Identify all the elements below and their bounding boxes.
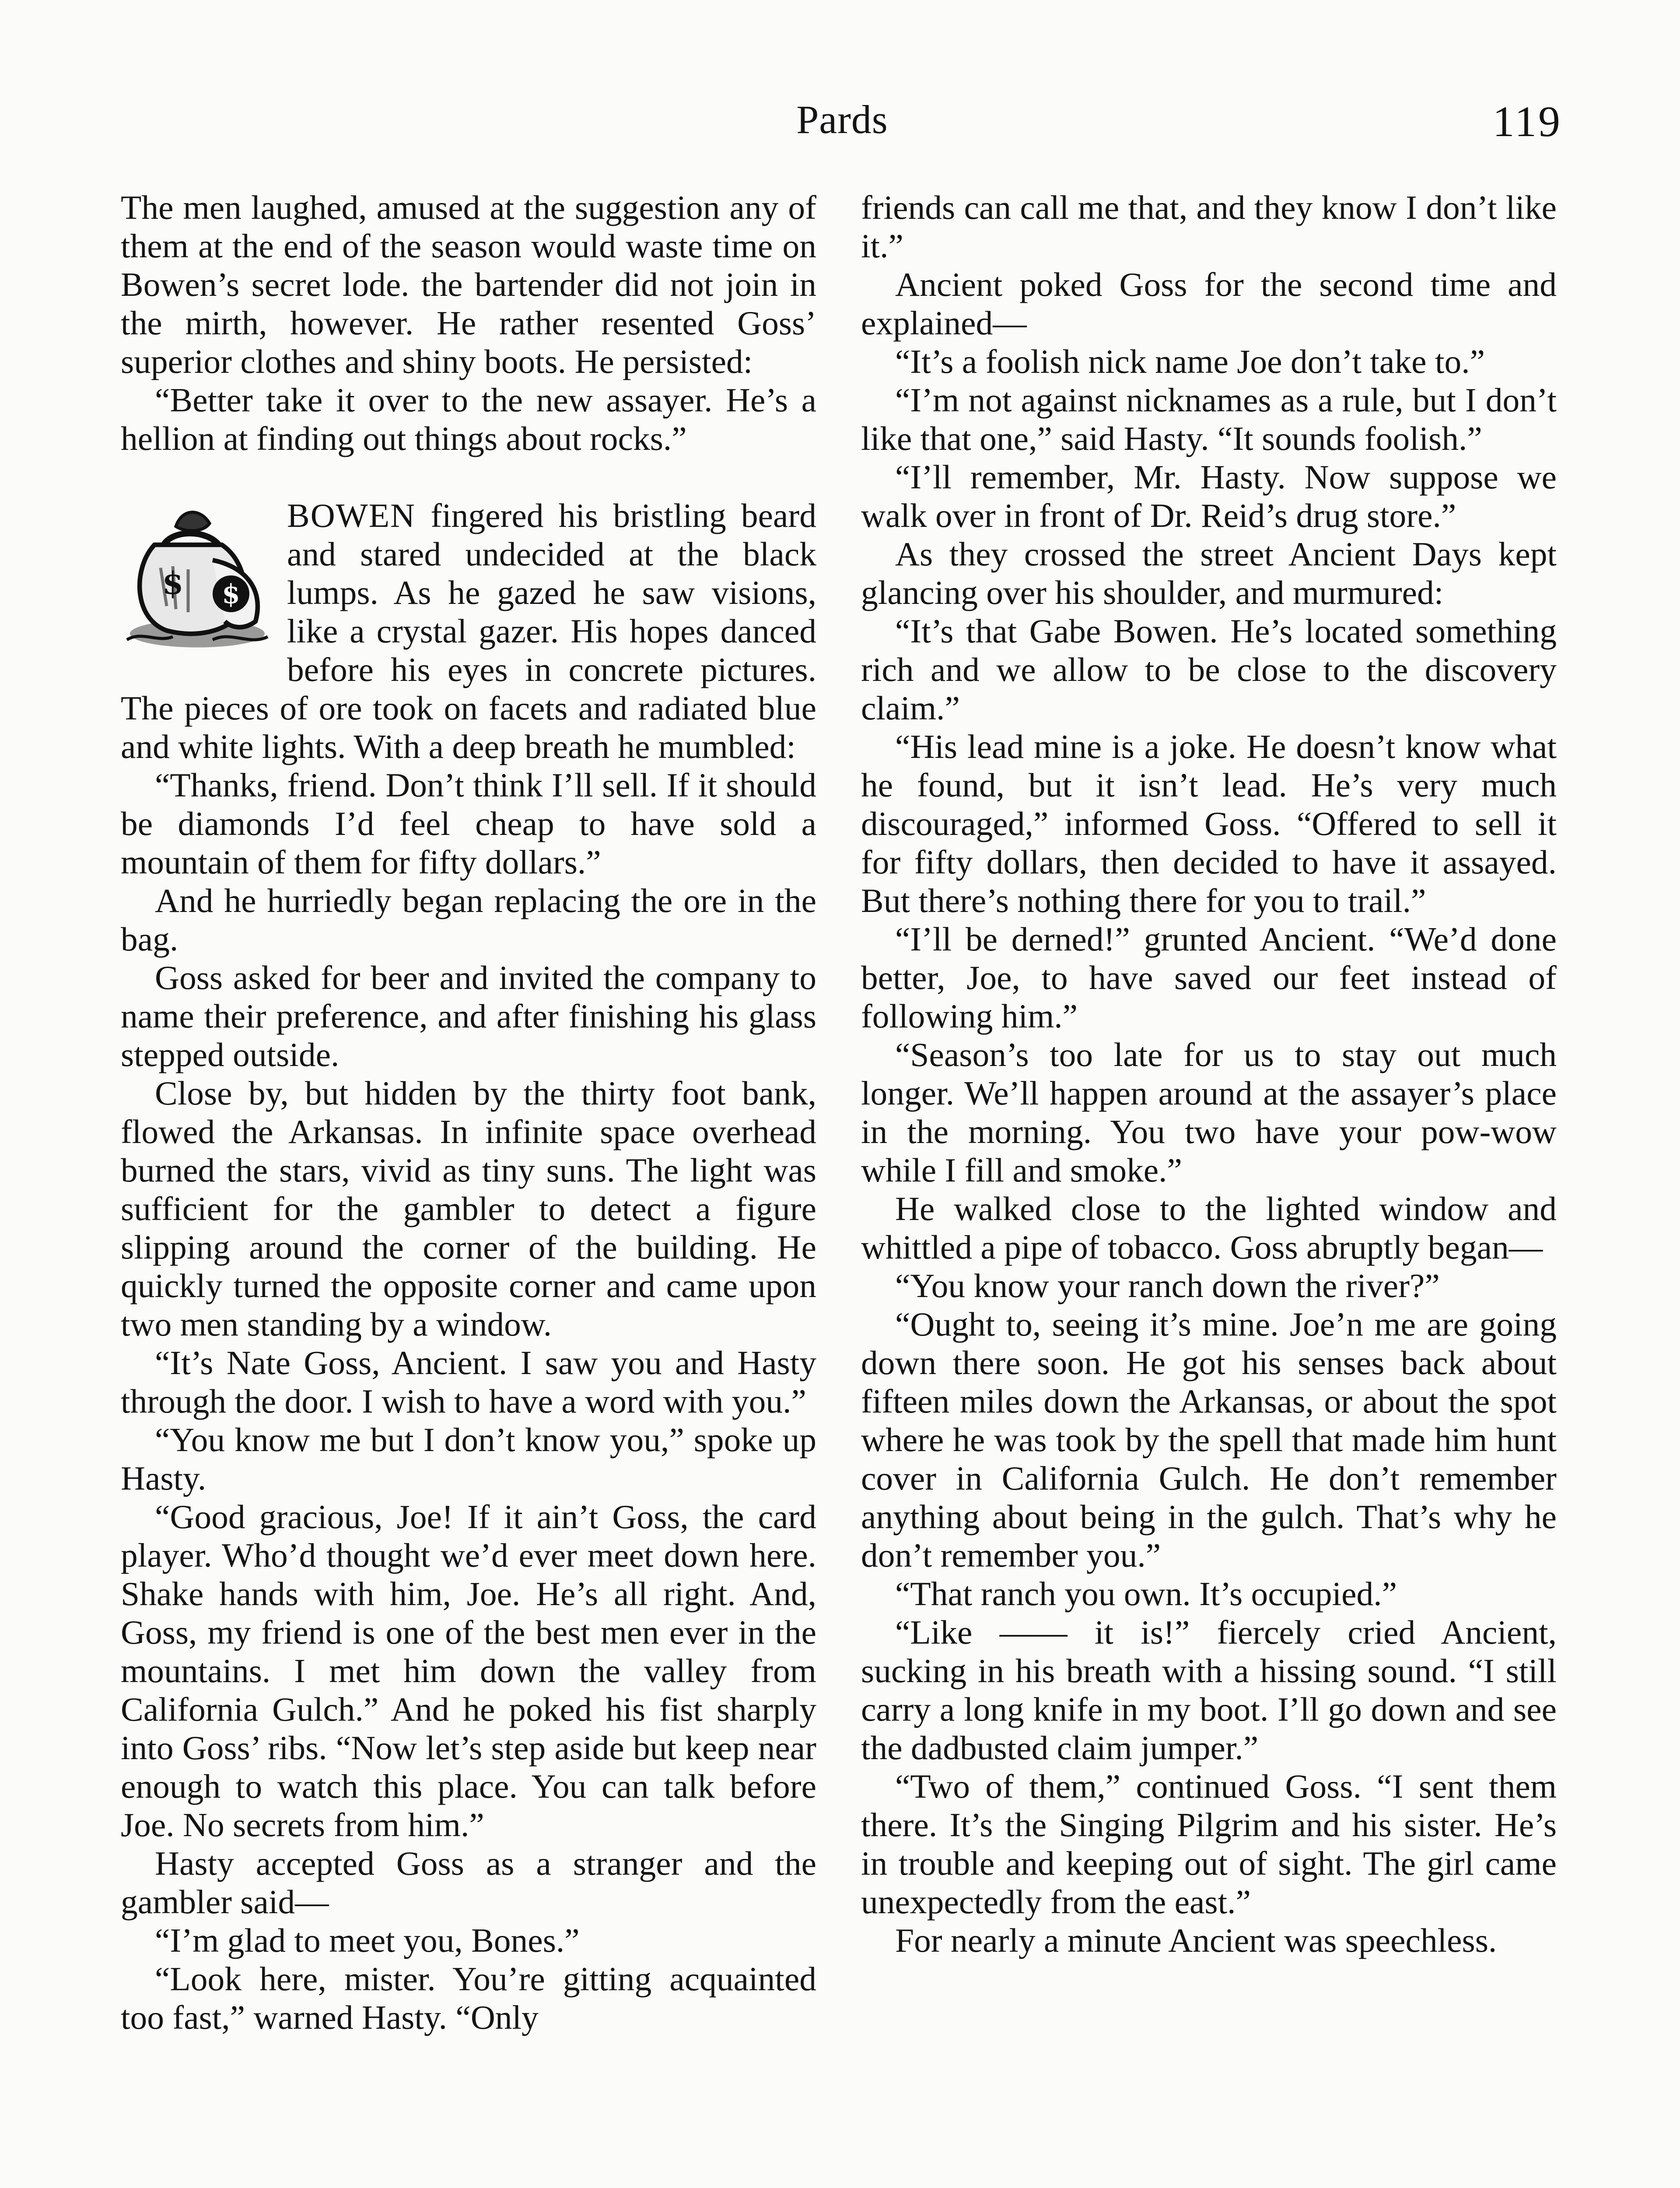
money-bag-icon (121, 499, 274, 652)
paragraph: “Two of them,” continued Goss. “I sent them there. It’s the Singing Pilgrim and his sister. He’s in trouble and keeping out of sight. The girl came unexpectedly from the east.” (861, 1767, 1557, 1921)
paragraph: friends can call me that, and they know I don’t like it.” (861, 189, 1557, 265)
dollar-sign: $ (222, 579, 240, 610)
paragraph: “You know your ranch down the river?” (895, 1267, 1440, 1304)
left-column (121, 188, 816, 2037)
paragraph: “I’ll remember, Mr. Hasty. Now suppose we walk over in front of Dr. Reid’s drug store.” (861, 458, 1557, 534)
dollar-sign: $ (162, 565, 184, 601)
paragraph: Goss asked for beer and invited the company to name their preference, and after finishing his glass stepped outside. (121, 959, 816, 1073)
paragraph: And he hurriedly began replacing the ore in the bag. (121, 882, 816, 958)
paragraph: “Good gracious, Joe! If it ain’t Goss, the card player. Who’d thought we’d ever meet down here. Shake hands with him, Joe. He’s all right. And, Goss, my friend is one of the best men ever in the mountains. I met him down the valley from California Gulch.” And he poked his fist sharply into Goss’ ribs. “Now let’s step aside but keep near enough to watch this place. You can talk before Joe. No secrets from him.” (121, 1498, 816, 1844)
paragraph: “His lead mine is a joke. He doesn’t know what he found, but it isn’t lead. He’s very much discouraged,” informed Goss. “Offered to sell it for fifty dollars, then decided to have it assayed. But there’s nothing there for you to trail.” (861, 728, 1557, 919)
paragraph: “You know me but I don’t know you,” spoke up Hasty. (121, 1421, 816, 1497)
paragraph: “Thanks, friend. Don’t think I’ll sell. If it should be diamonds I’d feel cheap to have sold a mountain of them for fifty dollars.” (121, 766, 816, 881)
page-number: 119 (1492, 97, 1562, 146)
section-lead-word: BOWEN (287, 497, 416, 534)
paragraph: “Look here, mister. You’re gitting acquainted too fast,” warned Hasty. “Only (121, 1960, 816, 2036)
paragraph: The men laughed, amused at the suggestion any of them at the end of the season would waste time on Bowen’s secret lode. the bartender did not join in the mirth, however. He rather resented Goss’ superior clothes and shiny boots. He persisted: (121, 189, 816, 380)
section-opening (121, 496, 816, 766)
paragraph: “It’s Nate Goss, Ancient. I saw you and Hasty through the door. I wish to have a word with you.” (121, 1344, 816, 1420)
paragraph: For nearly a minute Ancient was speechless. (895, 1922, 1497, 1959)
running-title: Pards (796, 97, 888, 142)
paragraph: He walked close to the lighted window and whittled a pipe of tobacco. Goss abruptly began— (861, 1190, 1557, 1266)
paragraph: “I’m glad to meet you, Bones.” (155, 1922, 580, 1959)
paragraph-text: fingered his bristling beard and stared undecided at the black lumps. As he gazed he saw visions, like a crystal gazer. His hopes danced before his eyes in concrete pictures. The pieces of ore took on facets and radiated blue and white lights. With a deep breath he mumbled: (121, 497, 816, 765)
paragraph: “I’ll be derned!” grunted Ancient. “We’d done better, Joe, to have saved our feet instead of following him.” (861, 920, 1557, 1035)
paragraph: “Like —— it is!” fiercely cried Ancient, sucking in his breath with a hissing sound. “I still carry a long knife in my boot. I’ll go down and see the dadbusted claim jumper.” (861, 1613, 1557, 1767)
paragraph: “That ranch you own. It’s occupied.” (895, 1575, 1397, 1613)
paragraph: “Ought to, seeing it’s mine. Joe’n me are going down there soon. He got his senses back about fifteen miles down the Arkansas, or about the spot where he was took by the spell that made him hunt cover in California Gulch. He don’t remember anything about being in the gulch. That’s why he don’t remember you.” (861, 1305, 1557, 1574)
paragraph: “I’m not against nicknames as a rule, but I don’t like that one,” said Hasty. “It sounds foolish.” (861, 381, 1557, 457)
paragraph: Ancient poked Goss for the second time and explained— (861, 266, 1557, 342)
paragraph: “It’s that Gabe Bowen. He’s located something rich and we allow to be close to the discovery claim.” (861, 612, 1557, 727)
paragraph: “Better take it over to the new assayer. He’s a hellion at finding out things about rocks.” (121, 381, 816, 457)
page-header (122, 83, 1562, 153)
paragraph: Hasty accepted Goss as a stranger and the gambler said— (121, 1844, 816, 1921)
paragraph: “Season’s too late for us to stay out much longer. We’ll happen around at the assayer’s place in the morning. You two have your pow-wow while I fill and smoke.” (861, 1036, 1557, 1189)
paragraph: Close by, but hidden by the thirty foot bank, flowed the Arkansas. In infinite space overhead burned the stars, vivid as tiny suns. The light was sufficient for the gambler to detect a figure slipping around the corner of the building. He quickly turned the opposite corner and came upon two men standing by a window. (121, 1074, 816, 1343)
right-column (861, 188, 1557, 1960)
paragraph: “It’s a foolish nick name Joe don’t take to.” (895, 343, 1485, 380)
paragraph: As they crossed the street Ancient Days kept glancing over his shoulder, and murmured: (861, 535, 1557, 611)
